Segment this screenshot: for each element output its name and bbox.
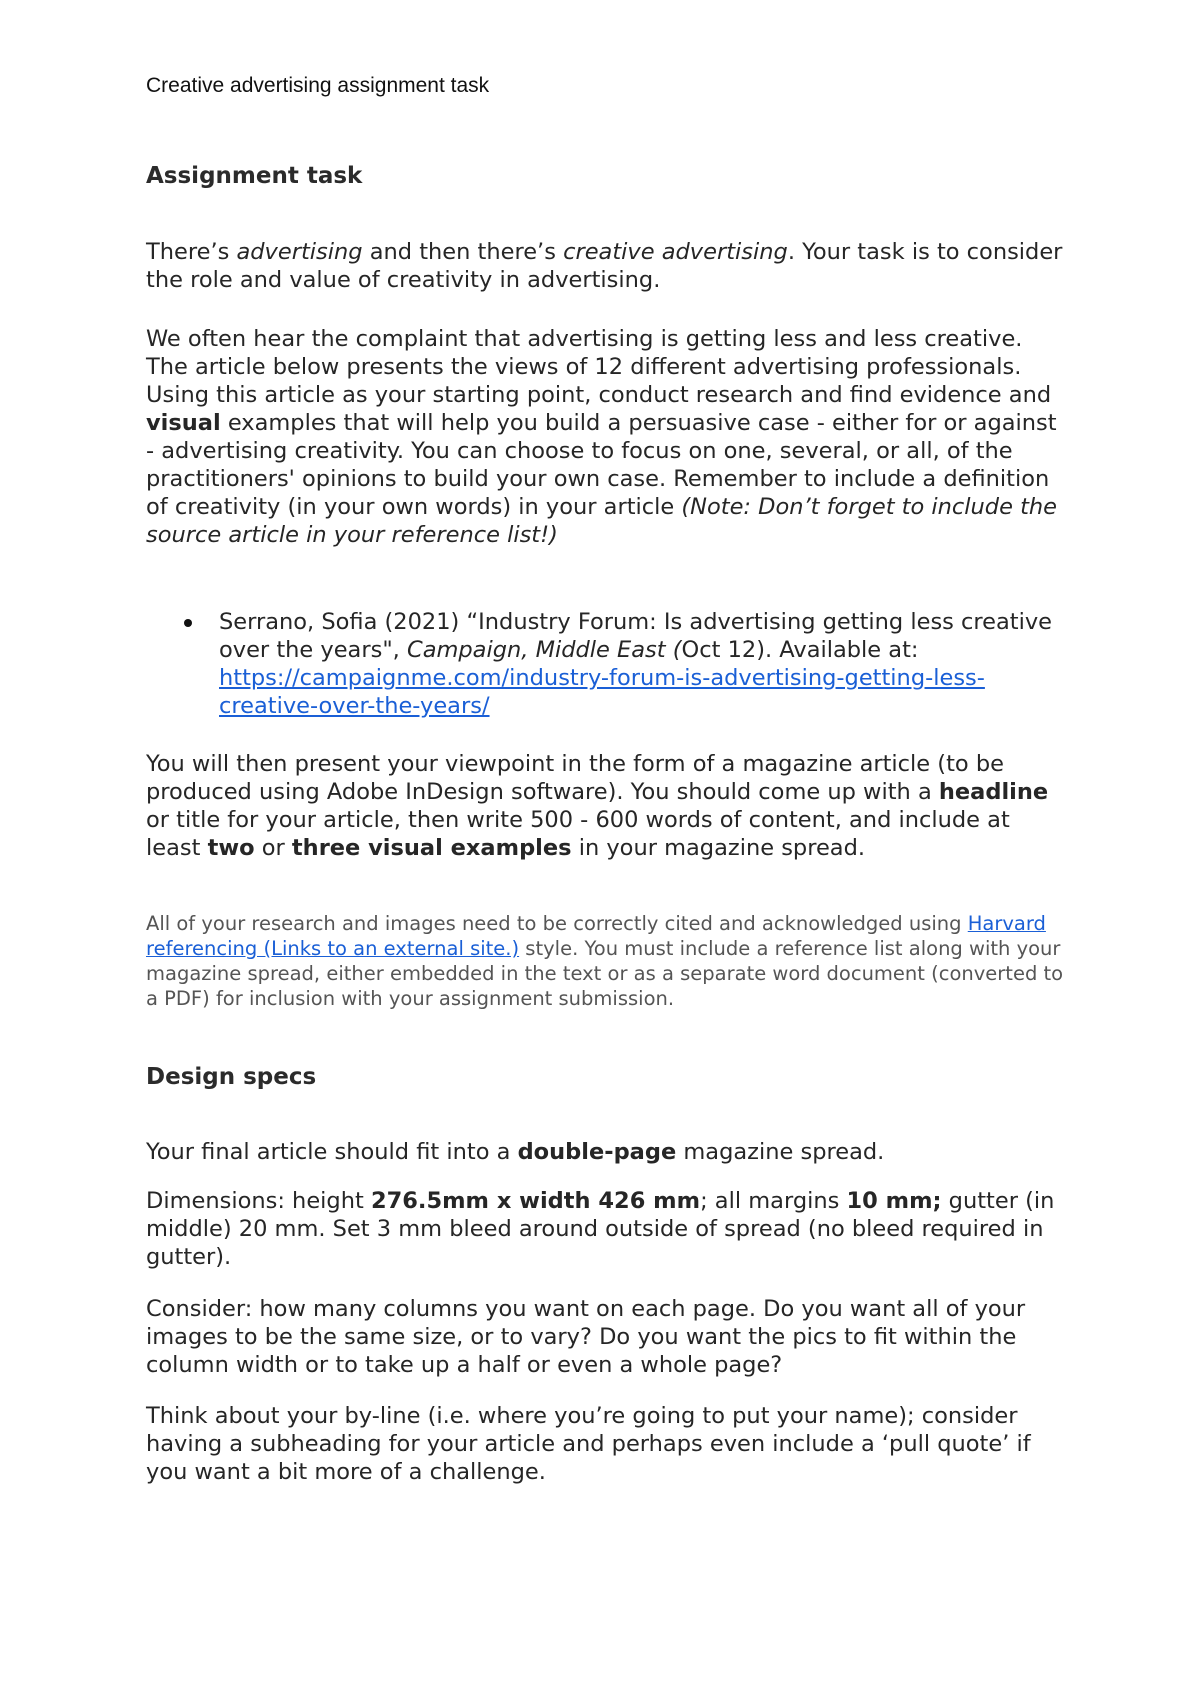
document-header-title: Creative advertising assignment task (146, 74, 490, 97)
intro-paragraph (146, 238, 1070, 294)
reference-publication: Campaign, Middle East ( (406, 637, 682, 663)
dimensions-bold-margins: 10 mm; (846, 1188, 942, 1214)
intro-text-2: and then there’s (362, 239, 564, 265)
dimensions-paragraph (146, 1187, 1070, 1271)
columns-paragraph: Consider: how many columns you want on each page. Do you want all of your images to be the same size, or to vary? Do you want the pics to fit within the column width or to take up a half or even a whole page? (146, 1296, 1026, 1378)
dimensions-text-3: gutter (in middle) 20 mm. Set 3 mm bleed around outside of spread (no bleed required in gutter). (146, 1188, 1055, 1270)
byline-paragraph: Think about your by-line (i.e. where you’re going to put your name); consider having a subheading for your article and perhaps even include a ‘pull quote’ if you want a bit more of a challenge. (146, 1403, 1031, 1485)
spread-text-2: magazine spread. (676, 1139, 885, 1165)
complaint-bold-visual: visual (146, 410, 221, 436)
reference-url-link[interactable]: https://campaignme.com/industry-forum-is-advertising-getting-less-creative-over-the-years/ (219, 665, 985, 719)
dimensions-text-1: Dimensions: height (146, 1188, 371, 1214)
assignment-task-heading: Assignment task (146, 163, 363, 189)
spread-text-1: Your final article should fit into a (146, 1139, 518, 1165)
dimensions-text-2: ; all margins (700, 1188, 847, 1214)
reference-item (146, 608, 1070, 720)
complaint-text-2: examples that will help you build a persuasive case - either for or against - advertising creativity. You can choose to focus on one, several, or all, of the practitioners' opinions to build your own case. Remember to include a definition of creativity (in your own words) in your article (146, 410, 1057, 520)
dimensions-bold-size: 276.5mm x width 426 mm (370, 1188, 701, 1214)
viewpoint-bold-headline: headline (938, 779, 1049, 805)
reference-text-2: Oct 12). Available at: (681, 637, 919, 663)
reference-list (146, 608, 1070, 720)
complaint-text-1: We often hear the complaint that advertising is getting less and less creative. The article below presents the views of 12 different advertising professionals. Using this article as your starting point, conduct research and find evidence and (146, 326, 1052, 408)
design-specs-heading: Design specs (146, 1064, 317, 1090)
viewpoint-paragraph (146, 750, 1070, 862)
viewpoint-text-1: You will then present your viewpoint in the form of a magazine article (to be produced using Adobe InDesign software). You should come up with a (146, 751, 1004, 805)
intro-emphasis-advertising: advertising (236, 239, 363, 265)
viewpoint-text-2: or title for your article, then write 500 - 600 words of content, and include at least (146, 807, 1010, 861)
viewpoint-text-4: in your magazine spread. (571, 835, 866, 861)
harvard-referencing-link[interactable]: Harvard referencing (Links to an external site.) (146, 912, 1046, 960)
bullet-icon (184, 619, 192, 627)
reference-text-1: Serrano, Sofia (2021) “Industry Forum: Is advertising getting less creative over the years", (219, 609, 1053, 663)
intro-text-3: . Your task is to consider the role and value of creativity in advertising. (146, 239, 1063, 293)
intro-emphasis-creative-advertising: creative advertising (563, 239, 788, 265)
spread-bold-double-page: double-page (517, 1139, 677, 1165)
complaint-note: (Note: Don’t forget to include the source article in your reference list!) (146, 494, 1058, 548)
citation-text-1: All of your research and images need to be correctly cited and acknowledged using (146, 912, 968, 935)
viewpoint-bold-two: two (207, 835, 255, 861)
viewpoint-text-3: or (254, 835, 292, 861)
complaint-paragraph (146, 325, 1070, 549)
viewpoint-bold-visual-examples: three visual examples (291, 835, 572, 861)
citation-text-2: style. You must include a reference list along with your magazine spread, either embedded in the text or as a separate word document (converted to a PDF) for inclusion with your assignment submission. (146, 937, 1064, 1010)
citation-paragraph (146, 911, 1070, 1011)
intro-text-1: There’s (146, 239, 237, 265)
spread-paragraph (146, 1138, 1070, 1166)
